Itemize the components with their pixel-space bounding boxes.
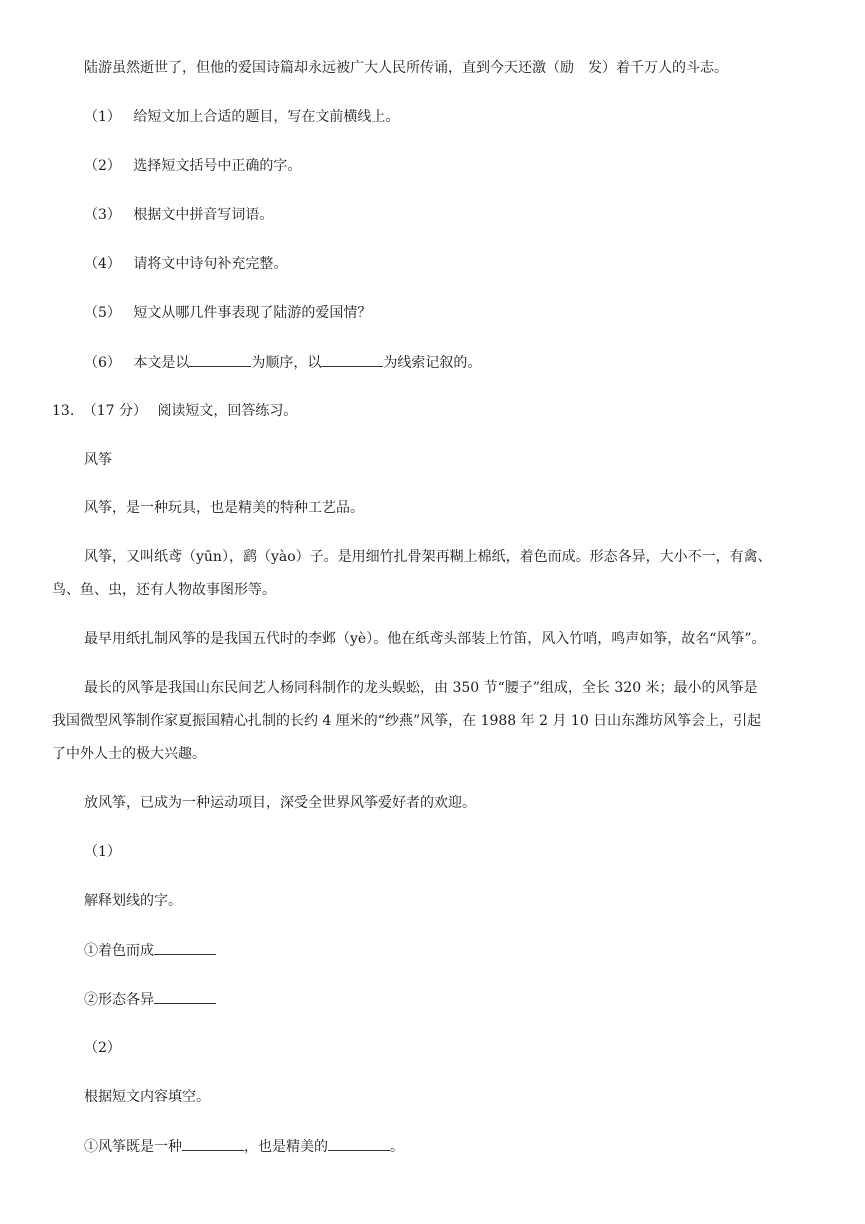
passage-paragraph-2-line-2: 鸟、鱼、虫，还有人物故事图形等。 bbox=[52, 582, 276, 598]
q13-sub-1-instruction: 解释划线的字。 bbox=[84, 893, 182, 909]
passage-paragraph-2-line-1: 风筝，又叫纸鸢（yūn），鹞（yào）子。是用细竹扎骨架再糊上棉纸，着色而成。形态各异，大小不一，有禽、 bbox=[84, 549, 772, 565]
passage-paragraph-4-line-2: 我国微型风筝制作家夏振国精心扎制的长约 4 厘米的“纱燕”风筝，在 1988 年 2 月 10 日山东潍坊风筝会上，引起 bbox=[52, 713, 762, 729]
question-number: 13. bbox=[52, 403, 75, 419]
answer-blank[interactable] bbox=[154, 989, 216, 1004]
subquestion-number: （2） bbox=[84, 158, 121, 174]
q13-sub-1-item-2 bbox=[84, 989, 216, 1010]
subquestion-text-b: 为顺序，以 bbox=[251, 355, 322, 371]
passage-paragraph-4-line-1: 最长的风筝是我国山东民间艺人杨同科制作的龙头蜈蚣，由 350 节“腰子”组成，全长 320 米；最小的风筝是 bbox=[84, 680, 758, 696]
q13-heading bbox=[52, 401, 297, 421]
q13-sub-1-number: （1） bbox=[84, 844, 121, 860]
passage-paragraph-3: 最早用纸扎制风筝的是我国五代时的李邺（yè）。他在纸鸢头部装上竹笛，风入竹哨，鸣声如筝，故名“风筝”。 bbox=[84, 631, 766, 647]
q12-subquestion-4 bbox=[84, 254, 287, 274]
answer-blank[interactable] bbox=[154, 940, 216, 955]
q13-sub-2-item-1 bbox=[84, 1136, 404, 1157]
passage-paragraph-4-line-3: 了中外人士的极大兴趣。 bbox=[52, 746, 206, 762]
subquestion-text-c: 为线索记叙的。 bbox=[383, 355, 482, 371]
subquestion-number: （4） bbox=[84, 256, 121, 272]
subquestion-text: 请将文中诗句补充完整。 bbox=[133, 256, 288, 272]
q12-subquestion-5 bbox=[84, 303, 371, 323]
item-text-b: ，也是精美的 bbox=[244, 1139, 328, 1155]
answer-blank[interactable] bbox=[321, 352, 383, 367]
answer-blank[interactable] bbox=[182, 1136, 244, 1151]
subquestion-text: 短文从哪几件事表现了陆游的爱国情？ bbox=[133, 305, 372, 321]
item-text-a: ①风筝既是一种 bbox=[84, 1139, 182, 1155]
subquestion-number: （5） bbox=[84, 305, 121, 321]
q13-sub-2-number: （2） bbox=[84, 1040, 121, 1056]
passage-title: 风筝 bbox=[84, 452, 112, 468]
intro-line: 陆游虽然逝世了，但他的爱国诗篇却永远被广大人民所传诵，直到今天还激（励 发）着千万人的斗志。 bbox=[84, 60, 728, 76]
item-text-c: 。 bbox=[390, 1139, 404, 1155]
subquestion-number: （1） bbox=[84, 109, 121, 125]
q12-subquestion-1 bbox=[84, 107, 399, 127]
answer-blank[interactable] bbox=[189, 352, 251, 367]
subquestion-text: 给短文加上合适的题目，写在文前横线上。 bbox=[133, 109, 400, 125]
item-text: ①着色而成 bbox=[84, 943, 154, 959]
question-score: （17 分） bbox=[82, 403, 147, 419]
subquestion-text: 选择短文括号中正确的字。 bbox=[133, 158, 302, 174]
subquestion-text-a: 本文是以 bbox=[133, 355, 190, 371]
q12-subquestion-2 bbox=[84, 156, 301, 176]
item-text: ②形态各异 bbox=[84, 992, 154, 1008]
subquestion-text: 根据文中拼音写词语。 bbox=[133, 207, 274, 223]
q13-sub-2-instruction: 根据短文内容填空。 bbox=[84, 1089, 210, 1105]
q12-subquestion-6 bbox=[84, 352, 481, 373]
passage-paragraph-5: 放风筝，已成为一种运动项目，深受全世界风筝爱好者的欢迎。 bbox=[84, 795, 476, 811]
q12-subquestion-3 bbox=[84, 205, 273, 225]
q13-sub-1-item-1 bbox=[84, 940, 216, 961]
passage-paragraph-1: 风筝，是一种玩具，也是精美的特种工艺品。 bbox=[84, 500, 364, 516]
question-instruction: 阅读短文，回答练习。 bbox=[157, 403, 298, 419]
answer-blank[interactable] bbox=[328, 1136, 390, 1151]
subquestion-number: （6） bbox=[84, 355, 121, 371]
subquestion-number: （3） bbox=[84, 207, 121, 223]
